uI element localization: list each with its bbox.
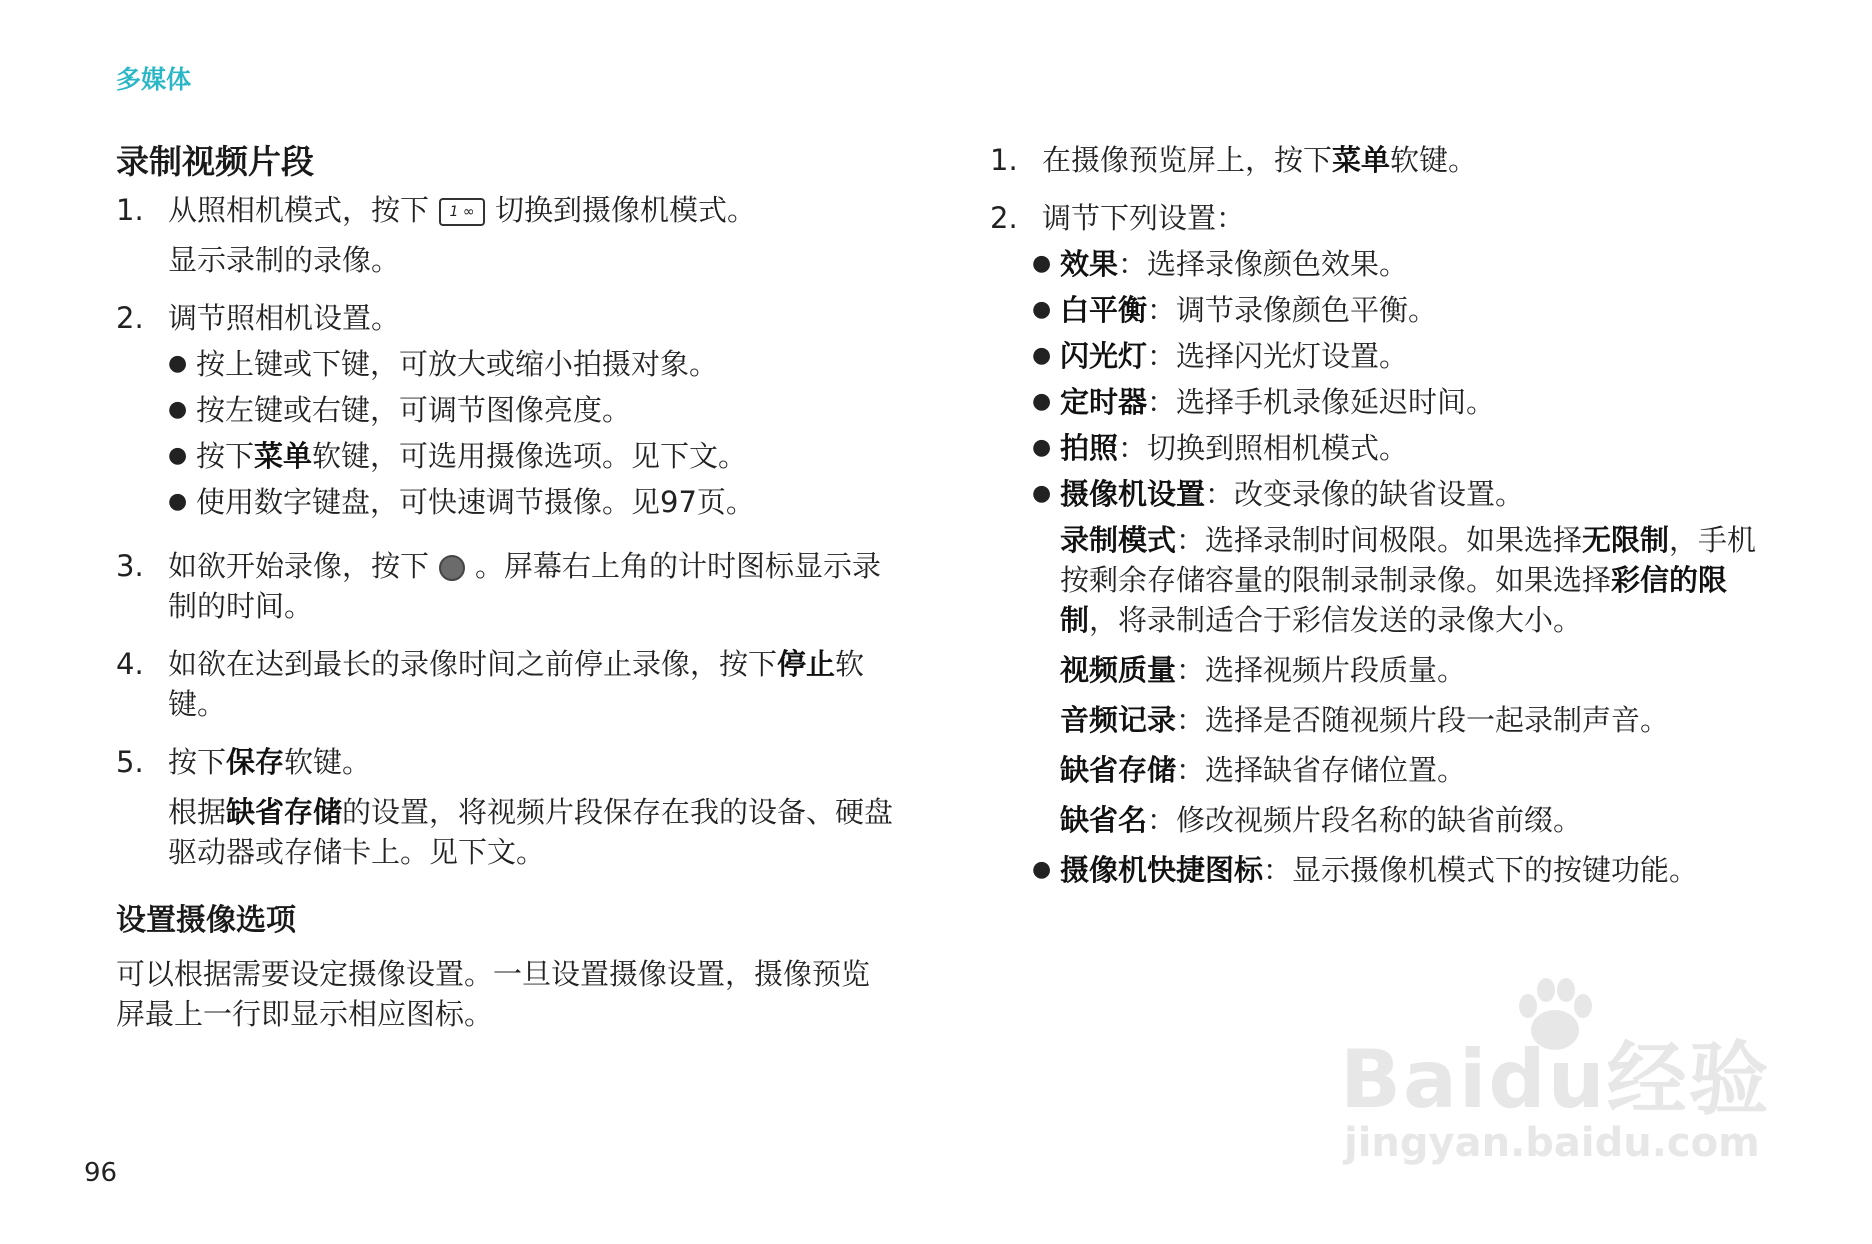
setting-desc: ：切换到照相机模式。 <box>1118 431 1409 465</box>
step-subtext: 显示录制的录像。 <box>168 243 401 277</box>
step-text: 在摄像预览屏上，按下 <box>1042 143 1333 177</box>
record-key-icon <box>439 555 465 581</box>
bullet-icon: ● <box>1032 297 1052 322</box>
camera-mode-key-icon: 1 ∞ <box>439 198 485 226</box>
step-text: 软键。 <box>168 647 865 721</box>
list-item-text: 使用数字键盘，可快速调节摄像。见97页。 <box>196 485 755 519</box>
step-4 <box>116 644 896 724</box>
step-text: 从照相机模式，按下 <box>168 193 430 227</box>
setting-desc: ：调节录像颜色平衡。 <box>1147 293 1438 327</box>
left-column <box>116 140 896 1034</box>
step-text: 调节照相机设置。 <box>168 301 401 335</box>
list-item-text: 软键，可选用摄像选项。见下文。 <box>312 439 748 473</box>
setting-label: 摄像机设置 <box>1060 477 1206 511</box>
list-item <box>1032 850 1760 890</box>
camera-settings-sublist <box>1032 520 1760 840</box>
list-item <box>168 344 896 384</box>
step-2 <box>990 198 1760 896</box>
step-subtext: 根据 <box>168 795 227 829</box>
list-item <box>1032 428 1760 468</box>
setting-label: 缺省名 <box>1060 803 1148 837</box>
section-tag: 多媒体 <box>116 65 192 94</box>
settings-list <box>1032 244 1760 514</box>
step-text: 软键。 <box>284 745 372 779</box>
step-text: 如欲在达到最长的录像时间之前停止录像，按下 <box>168 647 778 681</box>
list-item-text: 按上键或下键，可放大或缩小拍摄对象。 <box>196 347 719 381</box>
sub-setting <box>1060 800 1760 840</box>
setting-desc: ：选择视频片段质量。 <box>1176 653 1467 687</box>
sub-setting <box>1060 700 1760 740</box>
step-5 <box>116 742 896 872</box>
step-text: 按下 <box>168 745 227 779</box>
step-text: 。屏幕右上角的计时图标显示录制的时间。 <box>168 549 882 623</box>
bold-term: 保存 <box>226 745 285 779</box>
bullet-icon: ● <box>168 443 188 468</box>
setting-desc: ：选择录制时间极限。如果选择 <box>1176 523 1583 557</box>
list-item <box>168 482 896 522</box>
bold-term: 无限制 <box>1582 523 1670 557</box>
sub-setting <box>1060 750 1760 790</box>
setting-desc: ：显示摄像机模式下的按键功能。 <box>1263 853 1699 887</box>
setting-label: 定时器 <box>1060 385 1148 419</box>
setting-desc: ：改变录像的缺省设置。 <box>1205 477 1525 511</box>
list-item <box>168 390 896 430</box>
list-item <box>1032 382 1760 422</box>
bullet-list <box>168 344 896 522</box>
step-text: 软键。 <box>1390 143 1478 177</box>
step-text: 切换到摄像机模式。 <box>495 193 757 227</box>
setting-label: 效果 <box>1060 247 1119 281</box>
setting-label: 白平衡 <box>1060 293 1148 327</box>
section-subheading: 设置摄像选项 <box>116 903 296 938</box>
bold-term: 缺省存储 <box>226 795 343 829</box>
step-1 <box>116 190 896 280</box>
setting-desc: ，手机按剩余存储容量的限制录制录像。如果选择 <box>1060 523 1757 597</box>
setting-desc: ：选择缺省存储位置。 <box>1176 753 1467 787</box>
setting-desc: ：选择是否随视频片段一起录制声音。 <box>1176 703 1670 737</box>
setting-label: 摄像机快捷图标 <box>1060 853 1264 887</box>
setting-label: 音频记录 <box>1060 703 1177 737</box>
page-heading: 录制视频片段 <box>116 142 314 181</box>
step-number: 2. <box>116 301 144 335</box>
bullet-icon: ● <box>168 351 188 376</box>
bullet-icon: ● <box>1032 389 1052 414</box>
bold-term: 停止 <box>777 647 836 681</box>
watermark-brand: Baidu经验 <box>1340 1033 1771 1126</box>
setting-desc: ：选择手机录像延迟时间。 <box>1147 385 1496 419</box>
step-number: 4. <box>116 647 144 681</box>
bullet-icon: ● <box>1032 435 1052 460</box>
list-item-text: 按下 <box>196 439 255 473</box>
setting-desc: ，将录制适合于彩信发送的录像大小。 <box>1089 603 1583 637</box>
list-item <box>168 436 896 476</box>
page-number: 96 <box>84 1158 118 1188</box>
bold-term: 菜单 <box>254 439 313 473</box>
list-item <box>1032 290 1760 330</box>
setting-label: 缺省存储 <box>1060 753 1177 787</box>
step-number: 5. <box>116 745 144 779</box>
baidu-watermark <box>1340 970 1780 1180</box>
bold-term: 菜单 <box>1332 143 1391 177</box>
step-2 <box>116 298 896 528</box>
sub-setting <box>1060 650 1760 690</box>
step-number: 2. <box>990 201 1018 235</box>
bullet-icon: ● <box>1032 251 1052 276</box>
step-3 <box>116 546 896 626</box>
setting-desc: ：选择录像颜色效果。 <box>1118 247 1409 281</box>
setting-label: 视频质量 <box>1060 653 1177 687</box>
setting-desc: ：选择闪光灯设置。 <box>1147 339 1409 373</box>
step-text: 调节下列设置： <box>1042 201 1246 235</box>
setting-label: 闪光灯 <box>1060 339 1148 373</box>
step-1 <box>990 140 1760 180</box>
setting-desc: ：修改视频片段名称的缺省前缀。 <box>1147 803 1583 837</box>
bullet-icon: ● <box>168 489 188 514</box>
list-item <box>1032 336 1760 376</box>
bold-term: 彩信的限制 <box>1060 563 1728 637</box>
right-column <box>990 140 1760 902</box>
step-number: 1. <box>990 143 1018 177</box>
list-item-text: 按左键或右键，可调节图像亮度。 <box>196 393 632 427</box>
body-paragraph: 可以根据需要设定摄像设置。一旦设置摄像设置，摄像预览屏最上一行即显示相应图标。 <box>116 957 871 1031</box>
list-item <box>1032 244 1760 284</box>
settings-list <box>1032 850 1760 890</box>
bullet-icon: ● <box>1032 857 1052 882</box>
step-text: 如欲开始录像，按下 <box>168 549 430 583</box>
setting-label: 拍照 <box>1060 431 1119 465</box>
bullet-icon: ● <box>1032 343 1052 368</box>
step-number: 3. <box>116 549 144 583</box>
step-number: 1. <box>116 193 144 227</box>
bullet-icon: ● <box>168 397 188 422</box>
bullet-icon: ● <box>1032 481 1052 506</box>
watermark-url: jingyan.baidu.com <box>1344 1120 1760 1166</box>
step-subtext: 的设置，将视频片段保存在我的设备、硬盘驱动器或存储卡上。见下文。 <box>168 795 894 869</box>
list-item <box>1032 474 1760 514</box>
sub-setting <box>1060 520 1760 640</box>
setting-label: 录制模式 <box>1060 523 1177 557</box>
